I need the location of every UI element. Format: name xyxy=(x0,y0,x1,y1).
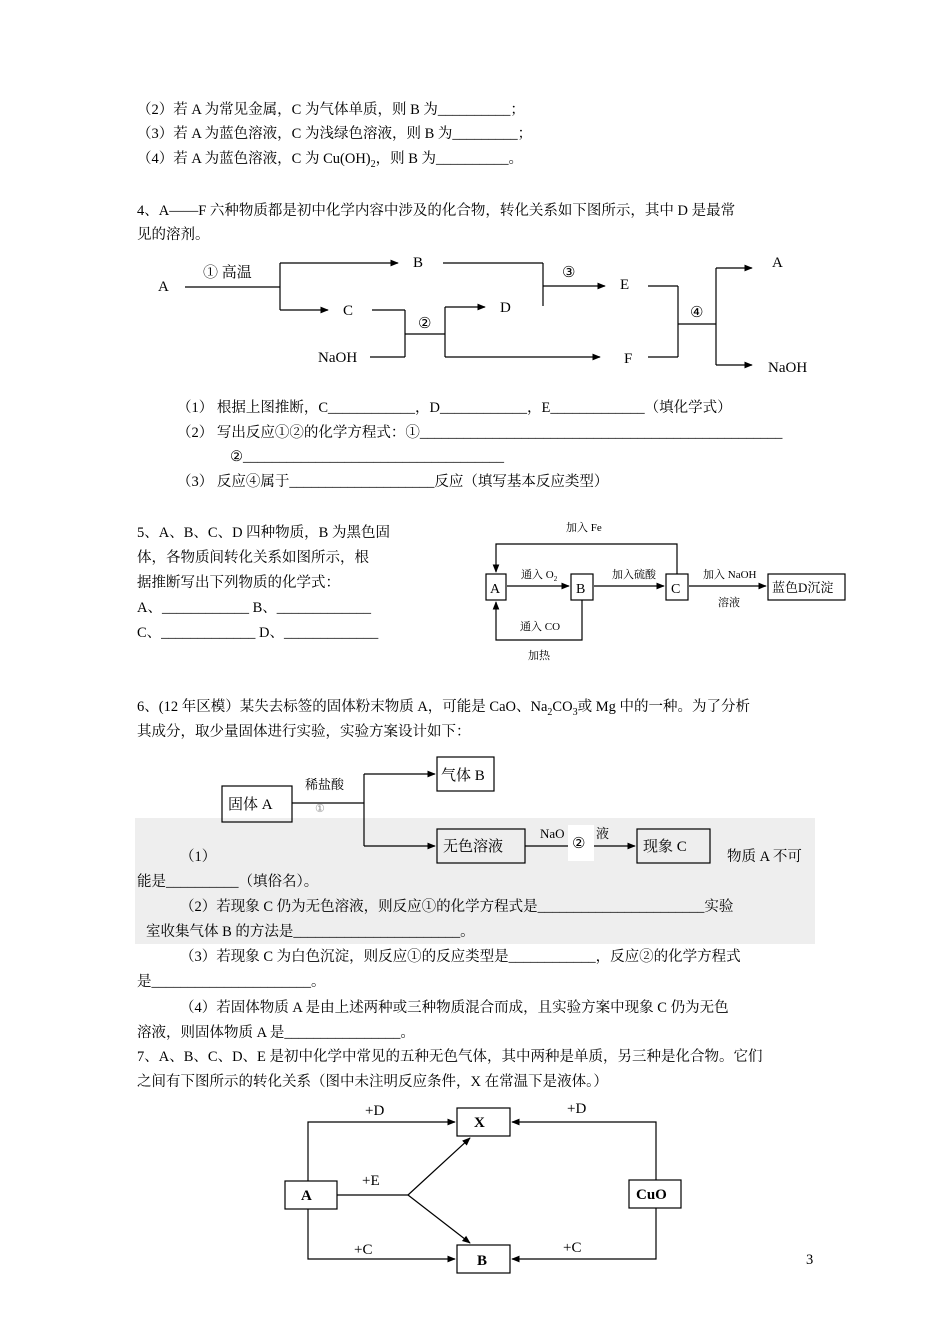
q3-sub4-sub: 2 xyxy=(370,158,376,170)
q6-stem-1-mid: CO xyxy=(552,699,573,715)
q4-naoh-in: NaOH xyxy=(318,350,358,366)
q6-stem-1-sub2: 3 xyxy=(572,706,578,718)
q5-line-5: C、_____________ D、_____________ xyxy=(137,625,379,641)
q6-part-3b: 是______________________。 xyxy=(137,974,326,990)
q6-part-1c: 能是__________（填俗名）。 xyxy=(137,874,319,890)
q6-solid-a: 固体 A xyxy=(228,797,273,813)
q5-diagram-labels xyxy=(490,520,833,662)
q6-part-2b: 室收集气体 B 的方法是_______________________。 xyxy=(146,924,475,940)
q5-line-4: A、____________ B、_____________ xyxy=(137,600,372,616)
q5-node-b: B xyxy=(576,582,586,597)
q6-stem-1-post: 或 Mg 中的一种。为了分析 xyxy=(577,699,750,715)
q5-node-c: C xyxy=(671,582,681,597)
q5-node-d: 蓝色D沉淀 xyxy=(772,580,834,595)
q3-sub3: （3）若 A 为蓝色溶液，C 为浅绿色溶液，则 B 为_________； xyxy=(137,126,533,142)
q6-gas-b: 气体 B xyxy=(441,768,485,784)
q5-sol-label: 溶液 xyxy=(718,597,740,609)
q4-node-c: C xyxy=(343,303,354,319)
q4-cond-3: ③ xyxy=(562,265,576,281)
q6-ye-label: 液 xyxy=(596,826,610,841)
q5-add-fe: 加入 Fe xyxy=(566,522,602,534)
q6-diagram-labels xyxy=(228,767,687,855)
q4-cond-2: ② xyxy=(418,316,432,332)
q4-node-a: A xyxy=(158,279,169,295)
q7-edge-plus-d-right: +D xyxy=(567,1101,587,1117)
q7-edge-plus-d-left: +D xyxy=(365,1103,385,1119)
q3-sub4-post: ，则 B 为__________。 xyxy=(375,151,524,167)
q6-part-4a: （4）若固体物质 A 是由上述两种或三种物质混合而成，且实验方案中现象 C 仍为无色 xyxy=(180,1000,729,1016)
q5-line-3: 据推断写出下列物质的化学式： xyxy=(137,575,340,591)
q7-diagram xyxy=(285,1108,681,1273)
q4-stem-1: 4、A——F 六种物质都是初中化学内容中涉及的化合物，转化关系如下图所示，其中 D 是最常 xyxy=(137,203,736,219)
q4-cond-4: ④ xyxy=(690,305,704,321)
q4-node-a-out: A xyxy=(772,255,783,271)
q6-part-3a: （3）若现象 C 为白色沉淀，则反应①的反应类型是____________，反应②的化学方程式 xyxy=(180,949,741,965)
q4-diagram xyxy=(185,263,752,365)
q7-edge-plus-c-right: +C xyxy=(563,1240,582,1256)
q7-node-a: A xyxy=(301,1188,312,1204)
q6-phenomenon-c: 现象 C xyxy=(643,839,687,855)
q4-cond-1: ① 高温 xyxy=(203,265,252,281)
q7-node-b: B xyxy=(477,1253,488,1269)
q5-acid-label: 加入硫酸 xyxy=(612,569,656,581)
q7-node-x: X xyxy=(474,1115,485,1131)
q6-part-2a: （2）若现象 C 仍为无色溶液，则反应①的化学方程式是_______________________实验 xyxy=(180,899,734,915)
q4-stem-2: 见的溶剂。 xyxy=(137,227,210,243)
q4-part-2: （2） 写出反应①②的化学方程式：①__________________________________________________ xyxy=(177,425,783,441)
q4-part-2b: ②____________________________________ xyxy=(230,449,504,465)
q5-heat-label: 加热 xyxy=(528,650,550,662)
q3-sub2: （2）若 A 为常见金属，C 为气体单质，则 B 为__________； xyxy=(137,102,525,118)
q6-acid-label: 稀盐酸 xyxy=(305,777,345,792)
q4-node-d: D xyxy=(500,300,511,316)
q7-stem-1: 7、A、B、C、D、E 是初中化学中常见的五种无色气体，其中两种是单质，另三种是化合物。它们 xyxy=(137,1049,763,1065)
q4-node-e: E xyxy=(620,277,630,293)
q5-o2-label: 通入 $O_2$ xyxy=(521,569,558,583)
q4-part-3: （3） 反应④属于____________________反应（填写基本反应类型） xyxy=(177,474,609,490)
q7-stem-2: 之间有下图所示的转化关系（图中未注明反应条件，X 在常温下是液体。） xyxy=(137,1074,608,1090)
q6-stem-1 xyxy=(137,697,750,723)
q7-edge-plus-e: +E xyxy=(362,1173,380,1189)
q6-nao-label: NaO xyxy=(540,826,565,841)
q4-part-1: （1） 根据上图推断，C____________，D____________，E_____________（填化学式） xyxy=(177,400,732,416)
page-number: 3 xyxy=(806,1252,814,1268)
q5-node-a: A xyxy=(490,582,501,597)
q4-node-f: F xyxy=(624,351,633,367)
q6-cond-1: ① xyxy=(315,803,325,815)
q7-node-cuo: CuO xyxy=(636,1187,667,1203)
q6-cond-2: ② xyxy=(572,836,586,852)
q6-part-4b: 溶液，则固体物质 A 是________________。 xyxy=(137,1025,415,1041)
q5-line-1: 5、A、B、C、D 四种物质，B 为黑色固 xyxy=(137,525,390,541)
q6-colorless-solution: 无色溶液 xyxy=(443,839,504,855)
q6-part-1b: 物质 A 不可 xyxy=(727,849,802,865)
q5-naoh-label: 加入 NaOH xyxy=(703,569,757,581)
q7-edge-plus-c-left: +C xyxy=(354,1242,373,1258)
q6-part-1a: （1） xyxy=(180,849,217,865)
q4-diagram-labels xyxy=(158,255,807,376)
q5-line-2: 体，各物质间转化关系如图所示，根 xyxy=(137,550,369,566)
q4-node-b: B xyxy=(413,255,424,271)
q5-co-label: 通入 CO xyxy=(520,621,561,633)
q7-edge-labels xyxy=(354,1101,586,1258)
q6-stem-2: 其成分，取少量固体进行实验，实验方案设计如下： xyxy=(137,724,471,740)
q4-naoh-out: NaOH xyxy=(768,360,808,376)
q3-sub4-pre: （4）若 A 为蓝色溶液，C 为 Cu(OH) xyxy=(137,151,371,167)
q6-stem-1-sub1: 2 xyxy=(547,706,553,718)
q6-stem-1-pre: 6、(12 年区模）某失去标签的固体粉末物质 A，可能是 CaO、Na xyxy=(137,699,548,715)
